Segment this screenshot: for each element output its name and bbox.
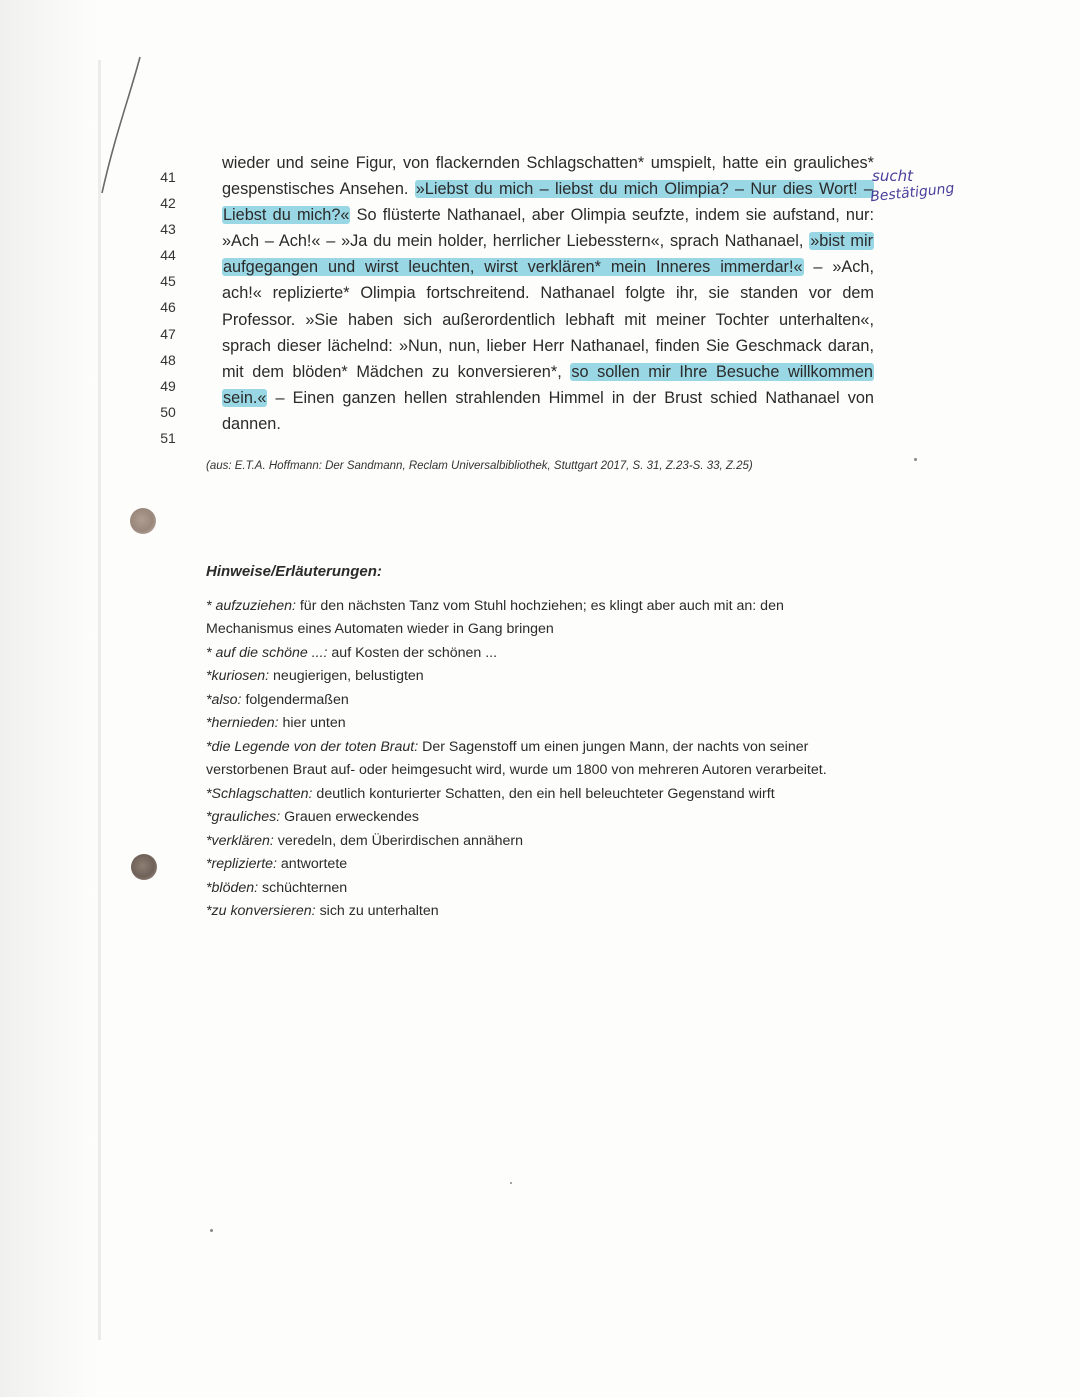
note-definition: neugierigen, belustigten [269,668,424,684]
highlighted-text: Liebst du mich?« [223,206,350,225]
text-line [222,202,874,228]
note-definition: auf Kosten der schönen ... [327,644,498,661]
note-term: *zu konversieren: [206,903,316,919]
punch-hole-bottom [131,854,157,880]
text-segment: wieder und seine Figur, von flackernden Schlagschatten* umspielt, hatte ein grauliches* [222,154,874,172]
note-item [206,830,906,854]
margin-note-line1: sucht [872,167,913,185]
note-item [206,618,906,642]
note-term: *blöden: [206,879,259,896]
note-item [206,877,906,901]
text-segment: ach!« replizierte* Olimpia fortschreitend. Nathanael folgte ihr, sie standen vor dem [222,284,874,303]
source-citation: (aus: E.T.A. Hoffmann: Der Sandmann, Reclam Universalbibliothek, Stuttgart 2017, S. 31, Z.23-S. 33, Z.25) [206,460,753,472]
note-item [206,712,906,736]
line-number: 46 [160,299,176,316]
note-term: *grauliches: [206,809,281,825]
note-definition: Grauen erweckendes [280,809,419,825]
note-term: *also: [206,691,242,708]
scan-speck [210,1229,213,1232]
note-definition: sich zu unterhalten [315,903,439,919]
note-definition: Mechanismus eines Automaten wieder in Gang bringen [206,621,554,637]
notes-heading: Hinweise/Erläuterungen: [206,563,382,580]
text-line [222,228,874,254]
line-number: 47 [160,325,176,342]
scan-speck [914,458,917,461]
line-number: 45 [160,273,176,290]
text-line [222,307,874,333]
text-line [222,150,874,176]
text-line [222,385,874,411]
note-term: * aufzuziehen: [206,597,296,614]
note-term: *replizierte: [206,856,277,872]
line-number: 51 [160,429,176,446]
text-segment: So flüsterte Nathanael, aber Olimpia seufzte, indem sie aufstand, nur: [350,206,874,225]
note-item [206,900,906,924]
line-numbers [150,164,186,451]
punch-hole-top [130,508,156,534]
note-definition: veredeln, dem Überirdischen annähern [273,832,524,849]
text-segment: sprach dieser lächelnd: »Nun, nun, lieber Herr Nathanael, finden Sie Geschmack daran, [222,336,874,355]
note-item [206,736,906,760]
line-number: 44 [160,247,176,264]
note-term: *die Legende von der toten Braut: [206,738,419,755]
text-line [222,333,874,359]
note-item [206,853,906,877]
note-definition: deutlich konturierter Schatten, den ein hell beleuchteter Gegenstand wirft [312,785,775,802]
highlighted-text: »bist mir [810,232,873,251]
text-segment: gespenstisches Ansehen. [222,180,415,199]
text-line [222,254,874,280]
line-number: 43 [160,221,176,238]
highlighted-text: »Liebst du mich – liebst du mich Olimpia? – Nur dies Wort! – [415,180,873,199]
note-term: *Schlagschatten: [206,785,313,802]
note-item [206,665,906,689]
text-line [222,411,874,437]
text-segment: – »Ach, [803,258,874,277]
text-segment: mit dem blöden* Mädchen zu konversieren*, [222,362,571,381]
note-item [206,806,906,830]
text-segment: – Einen ganzen hellen strahlenden Himmel in der Brust schied Nathanael von [267,388,874,407]
note-definition: verstorbenen Braut auf- oder heimgesucht wird, wurde um 1800 von mehreren Autoren verarbeitet. [206,762,827,778]
note-definition: folgendermaßen [241,691,349,708]
note-definition: für den nächsten Tanz vom Stuhl hochziehen; es klingt aber auch mit an: den [295,597,784,614]
highlighted-text: aufgegangen und wirst leuchten, wirst verklären* mein Inneres immerdar!« [223,258,803,277]
note-term: *hernieden: [206,715,279,731]
note-item [206,642,906,666]
notes-section [206,560,906,924]
excerpt-text [222,150,874,437]
text-segment: dannen. [222,414,281,433]
line-number: 49 [160,377,176,394]
text-line [222,359,874,385]
note-item [206,783,906,807]
note-term: * auf die schöne ...: [206,644,328,661]
text-line [222,176,874,202]
line-number: 41 [160,169,176,185]
line-number: 48 [160,351,176,368]
margin-note-line2: Bestätigung [869,180,956,206]
notes-list [206,595,906,924]
scan-shadow [98,60,101,1340]
note-definition: antwortete [276,856,348,872]
scan-speck [510,1182,512,1184]
note-item [206,689,906,713]
note-term: *verklären: [206,832,274,849]
handwritten-margin-note [869,167,972,206]
note-term: *kuriosen: [206,668,270,684]
highlighted-text: so sollen mir Ihre Besuche willkommen [571,362,873,381]
text-segment: Professor. »Sie haben sich außerordentlich lebhaft mit meiner Tochter unterhalten«, [222,310,874,329]
note-definition: schüchternen [258,879,348,896]
note-item [206,595,906,619]
line-number: 42 [160,195,176,212]
note-definition: Der Sagenstoff um einen jungen Mann, der nachts von seiner [418,738,809,755]
text-segment: »Ach – Ach!« – »Ja du mein holder, herrlicher Liebesstern«, sprach Nathanael, [222,232,810,251]
note-item [206,759,906,783]
line-number: 50 [160,403,176,420]
scan-edge [0,0,100,1397]
note-definition: hier unten [278,715,346,731]
highlighted-text: sein.« [223,388,267,407]
text-line [222,280,874,306]
